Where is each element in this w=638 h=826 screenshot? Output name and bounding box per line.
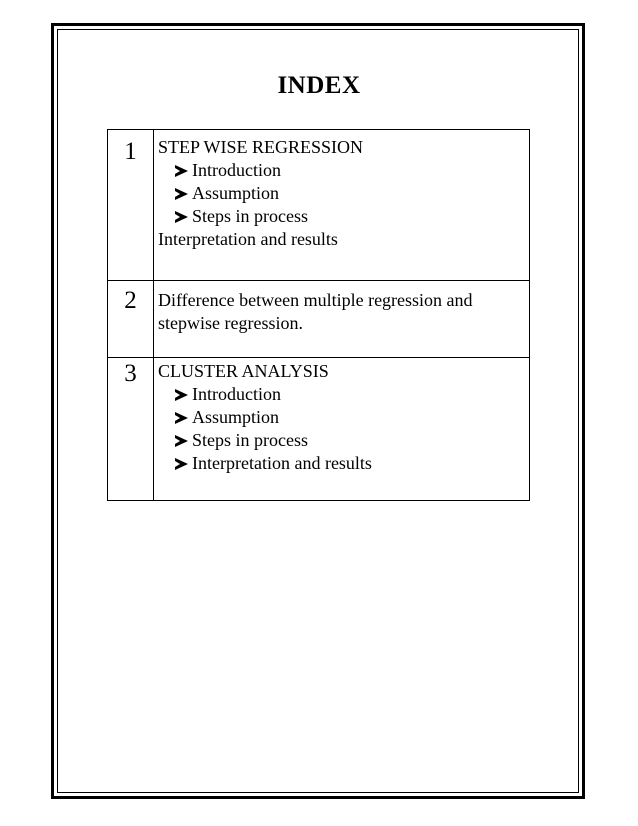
list-item-label: Assumption — [192, 183, 280, 203]
arrow-bullet-icon — [175, 211, 188, 223]
entry-number: 1 — [108, 130, 154, 281]
entry-number: 2 — [108, 281, 154, 358]
table-row — [108, 281, 530, 358]
entry-content — [154, 358, 530, 501]
entry-content — [154, 281, 530, 358]
entry-content — [154, 130, 530, 281]
entry-text-line: Difference between multiple regression and — [158, 290, 473, 310]
list-item-label: Interpretation and results — [192, 453, 372, 473]
arrow-bullet-icon — [175, 165, 188, 177]
list-item-label: Introduction — [192, 160, 281, 180]
entry-heading: CLUSTER ANALYSIS — [158, 361, 329, 381]
list-item-label: Steps in process — [192, 430, 308, 450]
list-item — [175, 383, 521, 406]
table-row — [108, 358, 530, 501]
list-item — [175, 182, 521, 205]
arrow-bullet-icon — [175, 458, 188, 470]
arrow-bullet-icon — [175, 435, 188, 447]
bullet-list — [158, 383, 521, 475]
list-item — [175, 159, 521, 182]
list-item-label: Introduction — [192, 384, 281, 404]
list-item — [175, 452, 521, 475]
arrow-bullet-icon — [175, 412, 188, 424]
index-table — [107, 129, 530, 501]
entry-text-line: stepwise regression. — [158, 313, 303, 333]
list-item — [175, 406, 521, 429]
page-title: INDEX — [277, 72, 361, 99]
entry-heading: STEP WISE REGRESSION — [158, 137, 364, 157]
list-item — [175, 205, 521, 228]
arrow-bullet-icon — [175, 188, 188, 200]
table-row — [108, 130, 530, 281]
arrow-bullet-icon — [175, 389, 188, 401]
entry-trailing-text: Interpretation and results — [158, 229, 338, 249]
entry-number: 3 — [108, 358, 154, 501]
list-item-label: Assumption — [192, 407, 280, 427]
bullet-list — [158, 159, 521, 228]
list-item — [175, 429, 521, 452]
list-item-label: Steps in process — [192, 206, 308, 226]
